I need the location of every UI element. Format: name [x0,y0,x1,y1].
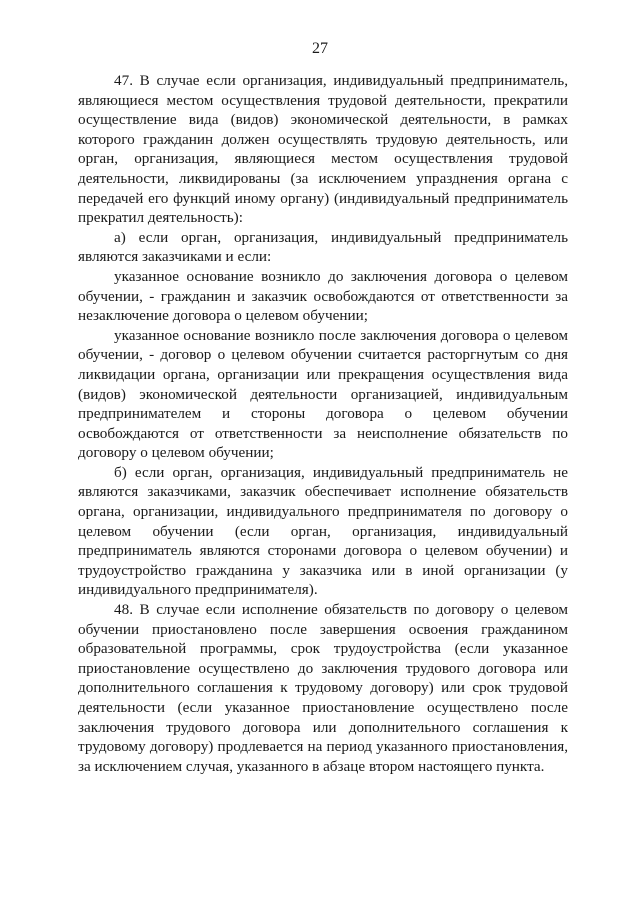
page-number: 27 [312,40,328,57]
paragraph-47-a-after: указанное основание возникло после заключения договора о целевом обучении, - договор о целевом обучении считается расторгнутым со дня ликвидации органа, организации или прекращения осуществления вида (видов) экономической деятельности организацией, индивидуальным предпринимателем и стороны договора о целевом обучении освобождаются от ответственности за неисполнение обязательств по договору о целевом обучении; [78,326,568,462]
paragraph-47-a-before: указанное основание возникло до заключения договора о целевом обучении, - гражданин и заказчик освобождаются от ответственности за незаключение договора о целевом обучении; [78,267,568,325]
document-body [78,71,568,776]
paragraph-47-intro: 47. В случае если организация, индивидуальный предприниматель, являющиеся местом осуществления трудовой деятельности, прекратили осуществление вида (видов) экономической деятельности, в рамках которого гражданин должен осуществлять трудовую деятельность, или орган, организация, являющиеся местом осуществления трудовой деятельности, ликвидированы (за исключением упразднения органа с передачей его функций иному органу) (индивидуальный предприниматель прекратил деятельность): [78,72,568,227]
paragraph-48: 48. В случае если исполнение обязательств по договору о целевом обучении приостановлено после завершения освоения гражданином образовательной программы, срок трудоустройства (если указанное приостановление осуществлено до заключения трудового договора или дополнительного соглашения к трудовому договору) или срок трудовой деятельности (если указанное приостановление осуществлено после заключения трудового договора или дополнительного соглашения к трудовому договору) продлевается на период указанного приостановления, за исключением случая, указанного в абзаце втором настоящего пункта. [78,601,568,775]
paragraph-47-a: а) если орган, организация, индивидуальный предприниматель являются заказчиками и если: [78,228,568,266]
paragraph-47-b: б) если орган, организация, индивидуальный предприниматель не являются заказчиками, заказчик обеспечивает исполнение обязательств органа, организации, индивидуального предпринимателя по договору о целевом обучении (если орган, организация, индивидуальный предприниматель являются сторонами договора о целевом обучении) и трудоустройство гражданина у заказчика или в иной организации (у индивидуального предпринимателя). [78,463,568,599]
